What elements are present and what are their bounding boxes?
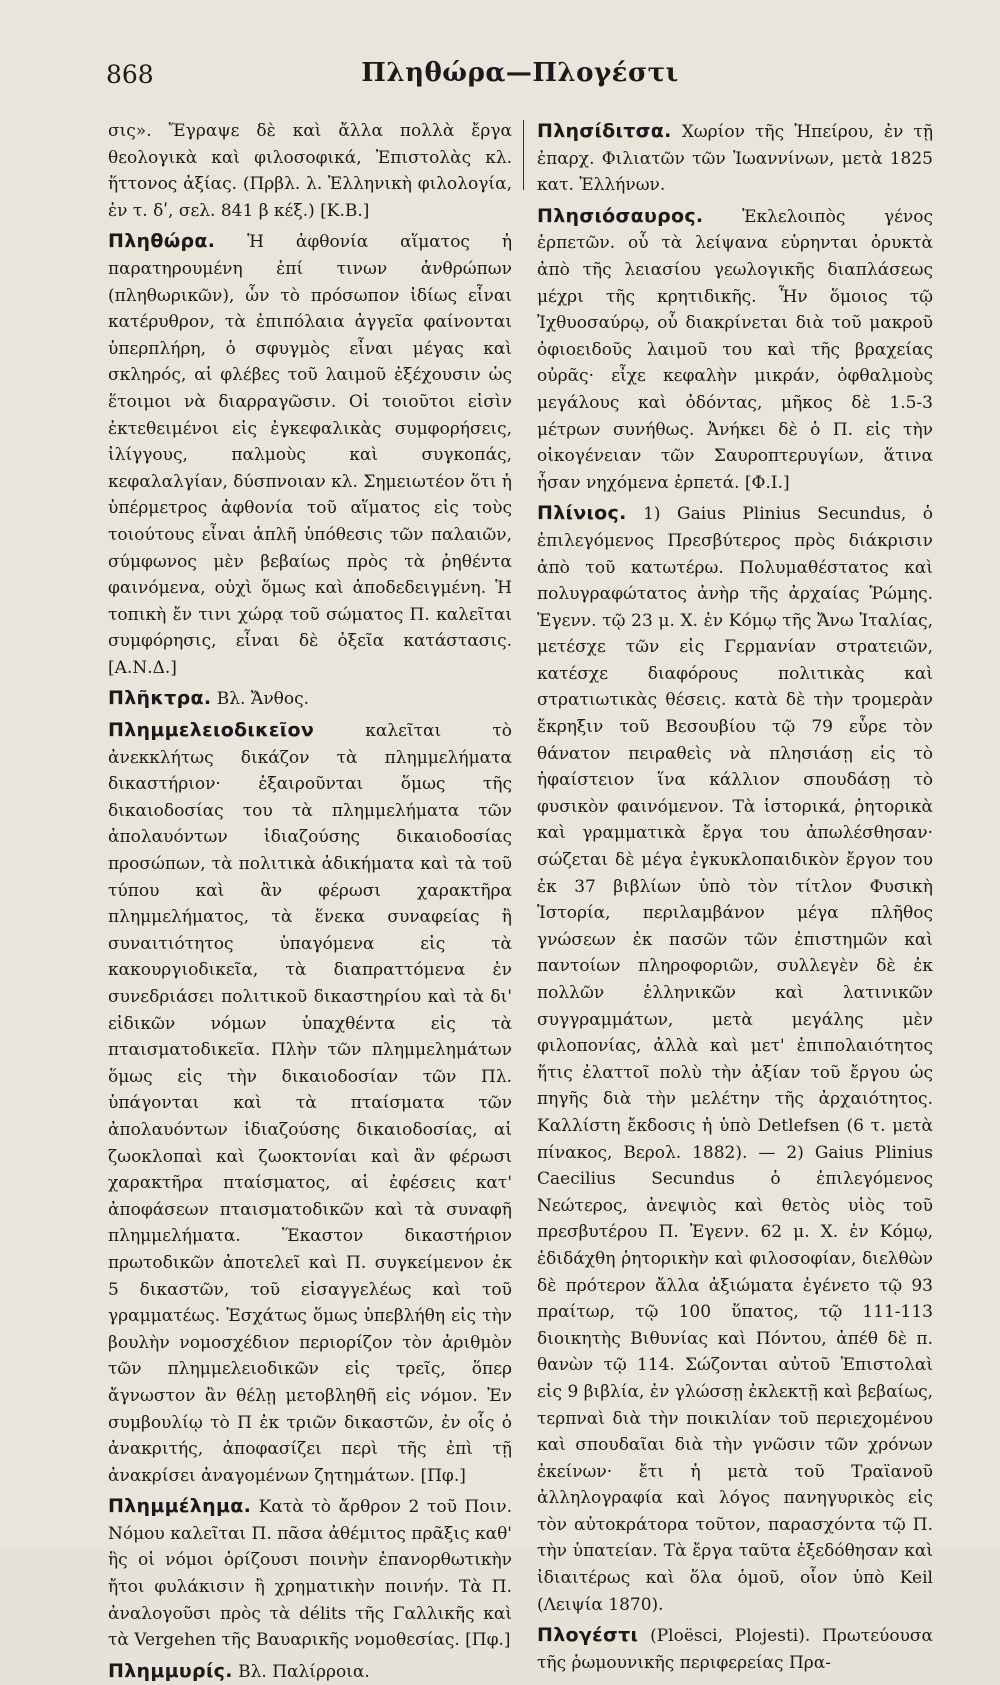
entry (108, 685, 512, 713)
entry (537, 118, 933, 199)
entry-headword: Πλησίδιτσα. (537, 120, 672, 142)
entry-text: Βλ. Ἄνθος. (216, 689, 310, 710)
entry-text: Ἐκλελοιπὸς γένος ἑρπετῶν. οὗ τὰ λείψανα εὑρηνται ὀρυκτὰ ἀπὸ τῆς λειασίου γεωλογικῆς διαπλάσεως μέχρι τῆς κρητιδικῆς. Ἦν ὅμοιος τῷ Ἰχθυοσαύρῳ, οὗ διακρίνεται διὰ τοῦ μακροῦ ὀφιοειδοῦς λαιμοῦ του καὶ τῆς βραχείας οὐρᾶς· εἶχε κεφαλὴν μικράν, ὀφθαλμοὺς μεγάλους καὶ ὀδόντας, μῆκος δὲ 1.5-3 μέτρων συνήθως. Ἀνήκει δὲ ὁ Π. εἰς τὴν οἰκογένειαν τῶν Σαυροπτερυγίων, ἅτινα ἦσαν νηχόμενα ἑρπετά. [Φ.Ι.] (537, 206, 933, 493)
entry-headword: Πλῆκτρα. (108, 687, 212, 710)
entry (108, 228, 512, 681)
entry-text: καλεῖται τὸ ἀνεκκλήτως δικάζον τὰ πλημμελήματα δικαστήριον· ἐξαιροῦνται ὅμως τῆς δικαιοδοσίας του τὰ πλημμελήματα τῶν ἀπολαυόντων ἰδιαζούσης δικαιοδοσίας προσώπων, τὰ πολιτικὰ ἀδικήματα καὶ τὰ τοῦ τύπου καὶ ἂν φέρωσι χαρακτῆρα πλημμελήματος, τὰ ἕνεκα συναφείας ἢ συναιτιότητος ὑπαγόμενα εἰς τὰ κακουργιοδικεῖα, τὰ διαπραττόμενα ἐν συνεδριάσει πολιτικοῦ δικαστηρίου καὶ τὰ δι' εἰδικῶν νόμων ὑπαχθέντα εἰς τὰ πταισματοδικεῖα. Πλὴν τῶν πλημμελημάτων ὅμως εἰς τὴν δικαιοδοσίαν τῶν Πλ. ὑπάγονται καὶ τὰ πταίσματα τῶν ἀπολαυόντων ἰδιαζούσης δικαιοδοσίας, αἱ ζωοκλοπαὶ καὶ ζωοκτονίαι καὶ ἂν φέρωσι χαρακτῆρα πταίσματος, αἱ ἐφέσεις κατ' ἀποφάσεων πταισματοδικῶν καὶ τὰ συναφῆ πλημμελήματα. Ἕκαστον δικαστήριον πρωτοδικῶν ἀποτελεῖ καὶ Π. συγκείμενον ἐκ 5 δικαστῶν, τοῦ εἰσαγγελέως καὶ τοῦ γραμματέως. Ἐσχάτως ὅμως ὑπεβλήθη εἰς τὴν βουλὴν νομοσχέδιον περιορίζον τὸν ἀριθμὸν τῶν πλημμελειοδικῶν εἰς τρεῖς, ὅπερ ἄγνωστον ἂν θέλῃ μετοβληθῆ εἰς νόμον. Ἐν συμβουλίῳ τὸ Π ἐκ τριῶν δικαστῶν, ἐν οἷς ὁ ἀνακριτής, ἀποφασίζει περὶ τῆς ἐπὶ τῇ ἀνακρίσει ἀναγομένων ζητημάτων. [Πφ.] (108, 721, 512, 1486)
entry (108, 717, 512, 1489)
entry (108, 1658, 512, 1685)
entry-headword: Πλησιόσαυρος. (537, 204, 704, 227)
entry (108, 118, 512, 224)
entry (537, 1622, 933, 1676)
entry (537, 203, 933, 497)
column-divider (523, 120, 524, 190)
entry-headword: Πλημμυρίς. (108, 1659, 233, 1682)
running-head: Πληθώρα—Πλογέστι (361, 58, 679, 88)
entry-text: σις». Ἔγραψε δὲ καὶ ἄλλα πολλὰ ἔργα θεολογικὰ καὶ φιλοσοφικά, Ἐπιστολὰς κλ. ἥττονος ἀξίας. (Πρβλ. λ. Ἑλληνικὴ φιλολογία, ἐν τ. δʹ, σελ. 841 β κέξ.) [Κ.Β.] (108, 121, 512, 221)
entry-text: Ἡ ἀφθονία αἵματος ἡ παρατηρουμένη ἐπί τινων ἀνθρώπων (πληθωρικῶν), ὧν τὸ πρόσωπον ἰδίως εἶναι κατέρυθρον, τὰ ἐπιπόλαια ἀγγεῖα φαίνονται ὑπερπλήρη, ὁ σφυγμὸς εἶναι μέγας καὶ σκληρός, αἱ φλέβες τοῦ λαιμοῦ ἐξέχουσιν ὡς ἕτοιμοι νὰ διαρραγῶσιν. Οἱ τοιοῦτοι εἰσὶν ἐκτεθειμένοι εἰς ἐγκεφαλικὰς συμφορήσεις, ἰλίγγους, παλμοὺς καὶ συγκοπάς, κεφαλαλγίαν, δύσπνοιαν κλ. Σημειωτέον ὅτι ἡ ὑπέρμετρος ἀφθονία τοῦ αἵματος εἰς τοὺς τοιούτους εἶναι ἁπλῆ ὑπόθεσις τῶν παλαιῶν, σύμφωνος μὲν βεβαίως πρὸς τὰ ῥηθέντα φαινόμενα, οὐχὶ ὅμως καὶ ἀποδεδειγμένη. Ἡ τοπικὴ ἔν τινι χώρᾳ τοῦ σώματος Π. καλεῖται συμφόρησις, εἶναι δὲ ὀξεῖα κατάστασις. [Α.Ν.Δ.] (108, 232, 512, 678)
entry-headword: Πλημμελειοδικεῖον (108, 719, 315, 742)
entry-headword: Πληθώρα. (108, 230, 216, 253)
entry-text: Χωρίον τῆς Ἠπείρου, ἐν τῇ ἐπαρχ. Φιλιατῶν τῶν Ἰωαννίνων, μετὰ 1825 κατ. Ἑλλήνων. (537, 122, 933, 196)
entry-text: 1) Gaius Plinius Secundus, ὁ ἐπιλεγόμενος Πρεσβύτερος πρὸς διάκρισιν ἀπὸ τοῦ κατωτέρω. Πολυμαθέστατος καὶ πολυγραφώτατος ἀνὴρ τῆς ἀρχαίας Ῥώμης. Ἐγενν. τῷ 23 μ. Χ. ἐν Κόμῳ τῆς Ἄνω Ἰταλίας, μετέσχε τῶν εἰς Γερμανίαν στρατειῶν, κατέσχε διαφόρους πολιτικὰς καὶ στρατιωτικὰς θέσεις. κατὰ δὲ τὴν τρομερὰν ἔκρηξιν τοῦ Βεσουβίου τῷ 79 εὗρε τὸν θάνατον πειραθεὶς νὰ πλησιάσῃ εἰς τὸ ἡφαίστειον ἵνα κάλλιον σπουδάσῃ τὸ φυσικὸν φαινόμενον. Τὰ ἱστορικά, ῥητορικὰ καὶ γραμματικὰ ἔργα του ἀπωλέσθησαν· σώζεται δὲ μέγα ἐγκυκλοπαιδικὸν ἔργον του ἐκ 37 βιβλίων ὑπὸ τὸν τίτλον Φυσικὴ Ἱστορία, περιλαμβάνον μέγα πλῆθος γνώσεων ἐκ πασῶν τῶν ἐπιστημῶν καὶ παντοίων πληροφοριῶν, συλλεγὲν δὲ ἐκ πολλῶν ἑλληνικῶν καὶ λατινικῶν συγγραμμάτων, μετὰ μεγάλης μὲν φιλοπονίας, ἀλλὰ καὶ μετ' ἐπιπολαιότητος ἥτις ἐλαττοῖ πολὺ τὴν ἀξίαν τοῦ ἔργου ὡς πηγῆς διὰ τὴν μελέτην τῆς ἀρχαιότητος. Καλλίστη ἔκδοσις ἡ ὑπὸ Detlefsen (6 τ. μετὰ πίνακος, Βερολ. 1882). — 2) Gaius Plinius Caecilius Secundus ὁ ἐπιλεγόμενος Νεώτερος, ἀνεψιὸς καὶ θετὸς υἱὸς τοῦ πρεσβυτέρου Π. Ἐγενν. 62 μ. Χ. ἐν Κόμῳ, ἐδιδάχθη ῥητορικὴν καὶ φιλοσοφίαν, διελθὼν δὲ πρότερον ἄλλα ἀξιώματα ἐγένετο τῷ 93 πραίτωρ, τῷ 100 ὕπατος, τῷ 111-113 διοικητὴς Βιθυνίας καὶ Πόντου, ἀπέθ δὲ π. θανὼν τῷ 114. Σώζονται αὐτοῦ Ἐπιστολαὶ εἰς 9 βιβλία, ἐν γλώσσῃ ἐκλεκτῇ καὶ βεβαίως, τερπναὶ διὰ τὴν ποικιλίαν τοῦ περιεχομένου καὶ σπουδαῖαι διὰ τὴν γνῶσιν τῶν χρόνων ἐκείνων· ἔτι ἡ μετὰ τοῦ Τραϊανοῦ ἀλληλογραφία καὶ λόγος πανηγυρικὸς εἰς τὸν αὐτοκράτορα τοῦτον, παρασχόντα τῷ Π. τὴν ὑπατείαν. Τὰ ἔργα ταῦτα ἐξεδόθησαν καὶ ἰδιαιτέρως καὶ ὅλα ὁμοῦ, οἷον ὑπὸ Keil (Λειψία 1870). (537, 504, 933, 1615)
entry-headword: Πλογέστι (537, 1624, 639, 1647)
entry-text: Κατὰ τὸ ἄρθρον 2 τοῦ Ποιν. Νόμου καλεῖται Π. πᾶσα ἀθέμιτος πρᾶξις καθ' ἣς οἱ νόμοι ὁρίζουσι ποινὴν ἐπανορθωτικὴν ἤτοι φυλάκισιν ἢ χρηματικὴν ποινήν. Τὰ Π. ἀναλογοῦσι πρὸς τὰ délits τῆς Γαλλικῆς καὶ τὰ Vergehen τῆς Βαυαρικῆς νομοθεσίας. [Πφ.] (108, 1497, 513, 1651)
entry (537, 500, 933, 1618)
entry-headword: Πλημμέλημα. (108, 1495, 252, 1518)
right-column (537, 118, 933, 1673)
entry-text: (Ploësci, Plojesti). Πρωτεύουσα τῆς ῥωμουνικῆς περιφερείας Πρα- (537, 1626, 933, 1673)
left-column (108, 118, 513, 1682)
entry-text: Βλ. Παλίρροια. (238, 1661, 370, 1682)
entry-headword: Πλίνιος. (537, 502, 627, 525)
page-header (106, 58, 934, 98)
page-number: 868 (106, 60, 154, 89)
entry (108, 1493, 512, 1654)
